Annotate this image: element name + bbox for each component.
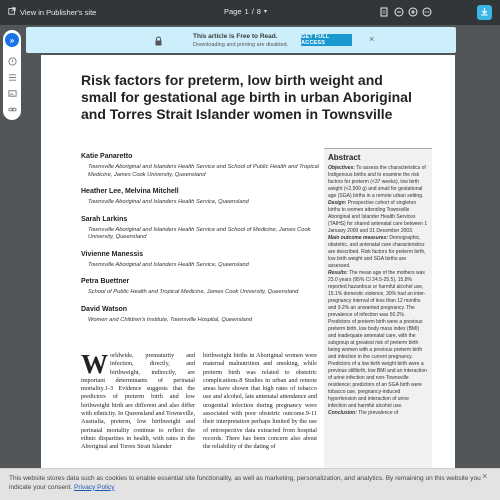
author-affiliation: Townsville Aboriginal and Islanders Health Service and School of Medicine, James Cook University, Queensland xyxy=(88,226,311,240)
pdf-page xyxy=(41,55,455,500)
author-name: Petra Buettner xyxy=(81,278,130,285)
image-icon[interactable] xyxy=(7,88,17,98)
measures-text: Demographic, obstetric, and antenatal care characteristics are described. Risk factors for preterm birth, low birth weight and SGA births are assessed. xyxy=(328,235,426,269)
zoom-out-button[interactable] xyxy=(393,6,404,17)
close-icon[interactable]: × xyxy=(482,471,488,481)
more-button[interactable] xyxy=(421,6,432,17)
outline-icon[interactable] xyxy=(7,56,17,66)
zoom-in-button[interactable] xyxy=(407,6,418,17)
expand-icon[interactable]: » xyxy=(5,33,19,47)
author-entry xyxy=(81,305,321,325)
page-label: Page xyxy=(224,7,242,16)
author-name: Vivienne Manessis xyxy=(81,250,144,258)
external-link-icon xyxy=(8,7,16,17)
cookie-banner xyxy=(0,468,500,500)
banner-title: This article is Free to Read. xyxy=(193,33,278,40)
author-name: Katie Panaretto xyxy=(81,153,133,160)
body-left-text: orldwide, prematurity and infection, directly, and birthweight, indirectly, are important determinants of perinatal mortality.1-3 Evidence suggests that the predictors of preterm birth and low birthweight birth are different and also differ with ethnicity. In Queensland and Townsville, Australia, preterm, low birthweight and perinatal mortality continue to reflect the ethnic disparities in health, with rates in the Aboriginal and Torres Strait Islander xyxy=(81,352,195,451)
author-affiliation: Women and Children's Institute, Townsville Hospital, Queensland xyxy=(88,316,253,323)
conclusion-text: The prevalence of xyxy=(356,410,399,416)
chevron-down-icon[interactable]: ▾ xyxy=(263,9,267,15)
page-indicator[interactable] xyxy=(224,7,267,16)
results-text: The mean age of the mothers was 23.0 years (95% CI 24.5-25.5), 15.8% reported hazardous or harmful alcohol use, 15.1% domestic violence, 30% had an inter-pregnancy interval of less than 12 months and 9.2% an unwanted pregnancy. The prevalence of infection was 50.2%. Predictors of preterm birth were a previous preterm birth, low body mass index (BMI) and inadequate antenatal care, with the subgroup at greatest risk of preterm birth being women with a previous preterm birth and infection in the current pregnancy. Predictors of a low birth weight birth were a previous stillbirth, low BMI and an interaction of urine infection and non-Townsville residence; predictors of an SGA birth were tobacco use, pregnancy-induced hypertension and interaction of urine infection and harmful alcohol use. xyxy=(328,270,427,409)
privacy-policy-link[interactable]: Privacy Policy xyxy=(74,483,115,491)
drop-cap: W xyxy=(81,352,108,379)
author-affiliation: School of Public Health and Tropical Medicine, James Cook University, Queensland xyxy=(88,289,299,295)
page-current[interactable]: 1 xyxy=(244,7,249,16)
author-affiliation: Townsville Aboriginal and Islanders Health Service and School of Public Health and Tropical Medicine, James Cook University, Queensland xyxy=(88,164,319,178)
cookie-text: This website stores data such as cookies to enable essential site functionality, as well as marketing, personalization, and analytics. By remaining on this website you indicate your consent. xyxy=(9,475,481,491)
measures-label: Main outcome measures: xyxy=(328,235,389,241)
author-entry xyxy=(81,215,321,242)
author-entry xyxy=(81,250,321,270)
results-label: Results: xyxy=(328,270,348,276)
author-list xyxy=(81,152,321,332)
author-name: David Watson xyxy=(81,305,128,313)
pdf-toolbar xyxy=(0,0,500,25)
lock-icon xyxy=(154,33,163,43)
author-affiliation: Townsville Aboriginal and Islanders Health Service, Queensland xyxy=(88,199,249,205)
author-entry xyxy=(81,277,321,297)
body-column-left xyxy=(81,352,195,452)
close-icon[interactable]: × xyxy=(369,34,375,44)
design-label: Design: xyxy=(328,200,347,206)
author-entry xyxy=(81,187,321,207)
author-name: Heather Lee, Melvina Mitchell xyxy=(81,188,179,195)
free-to-read-banner xyxy=(26,27,456,53)
page-separator: / xyxy=(251,7,254,16)
zoom-in-icon xyxy=(407,6,418,17)
objectives-label: Objectives: xyxy=(328,165,355,171)
page-total: 8 xyxy=(256,7,261,16)
objectives-text: To assess the characteristics of Indigenous births and to examine the risk factors for preterm (<37 weeks), low birth weight (<2,500 g) and small for gestational age (SGA) births in a remote urban setting. xyxy=(328,165,426,199)
link-icon[interactable] xyxy=(7,104,17,114)
conclusion-label: Conclusion: xyxy=(328,410,357,416)
fit-width-icon xyxy=(378,6,389,17)
author-name: Sarah Larkins xyxy=(81,215,128,223)
author-entry xyxy=(81,152,321,179)
banner-subtitle: Downloading and printing are disabled. xyxy=(193,42,289,48)
get-full-access-button[interactable]: GET FULL ACCESS xyxy=(301,34,352,46)
abstract-heading: Abstract xyxy=(328,153,361,162)
side-toolbar xyxy=(3,30,21,120)
design-text: Prospective cohort of singleton births to women attending Townsville Aboriginal and Islander Health Services (TAIHS) for shared antenatal care between 1 January 2000 and 31 December 2003. xyxy=(328,200,428,234)
list-icon[interactable] xyxy=(7,72,17,82)
download-icon xyxy=(480,7,489,18)
fit-width-button[interactable] xyxy=(378,6,389,17)
body-column-right: birthweight births in Aboriginal women were maternal malnutrition and smoking, while preterm birth was related to obstetric complications.8 Studies in urban and remote areas have shown that high rates of tobacco use and alcohol, late antenatal attendance and urogenital infection during pregnancy were associated with poor obstetric outcome.9-11 their interpretation perhaps limited by the use of retrospective data extracted from hospital records. There has been concern also about the reliability of the dating of xyxy=(203,352,317,451)
abstract-box xyxy=(324,148,432,500)
more-icon xyxy=(421,6,432,17)
download-button[interactable] xyxy=(477,5,492,20)
view-in-publisher-link[interactable] xyxy=(8,7,96,17)
article-title: Risk factors for preterm, low birth weight and small for gestational age birth in urban Aboriginal and Torres Strait Islander women in Townsville xyxy=(81,72,412,122)
abstract-text xyxy=(328,165,428,417)
view-in-publisher-label: View in Publisher's site xyxy=(20,7,97,17)
author-affiliation: Townsville Aboriginal and Islanders Health Service, Queensland xyxy=(88,261,249,268)
zoom-out-icon xyxy=(393,6,404,17)
